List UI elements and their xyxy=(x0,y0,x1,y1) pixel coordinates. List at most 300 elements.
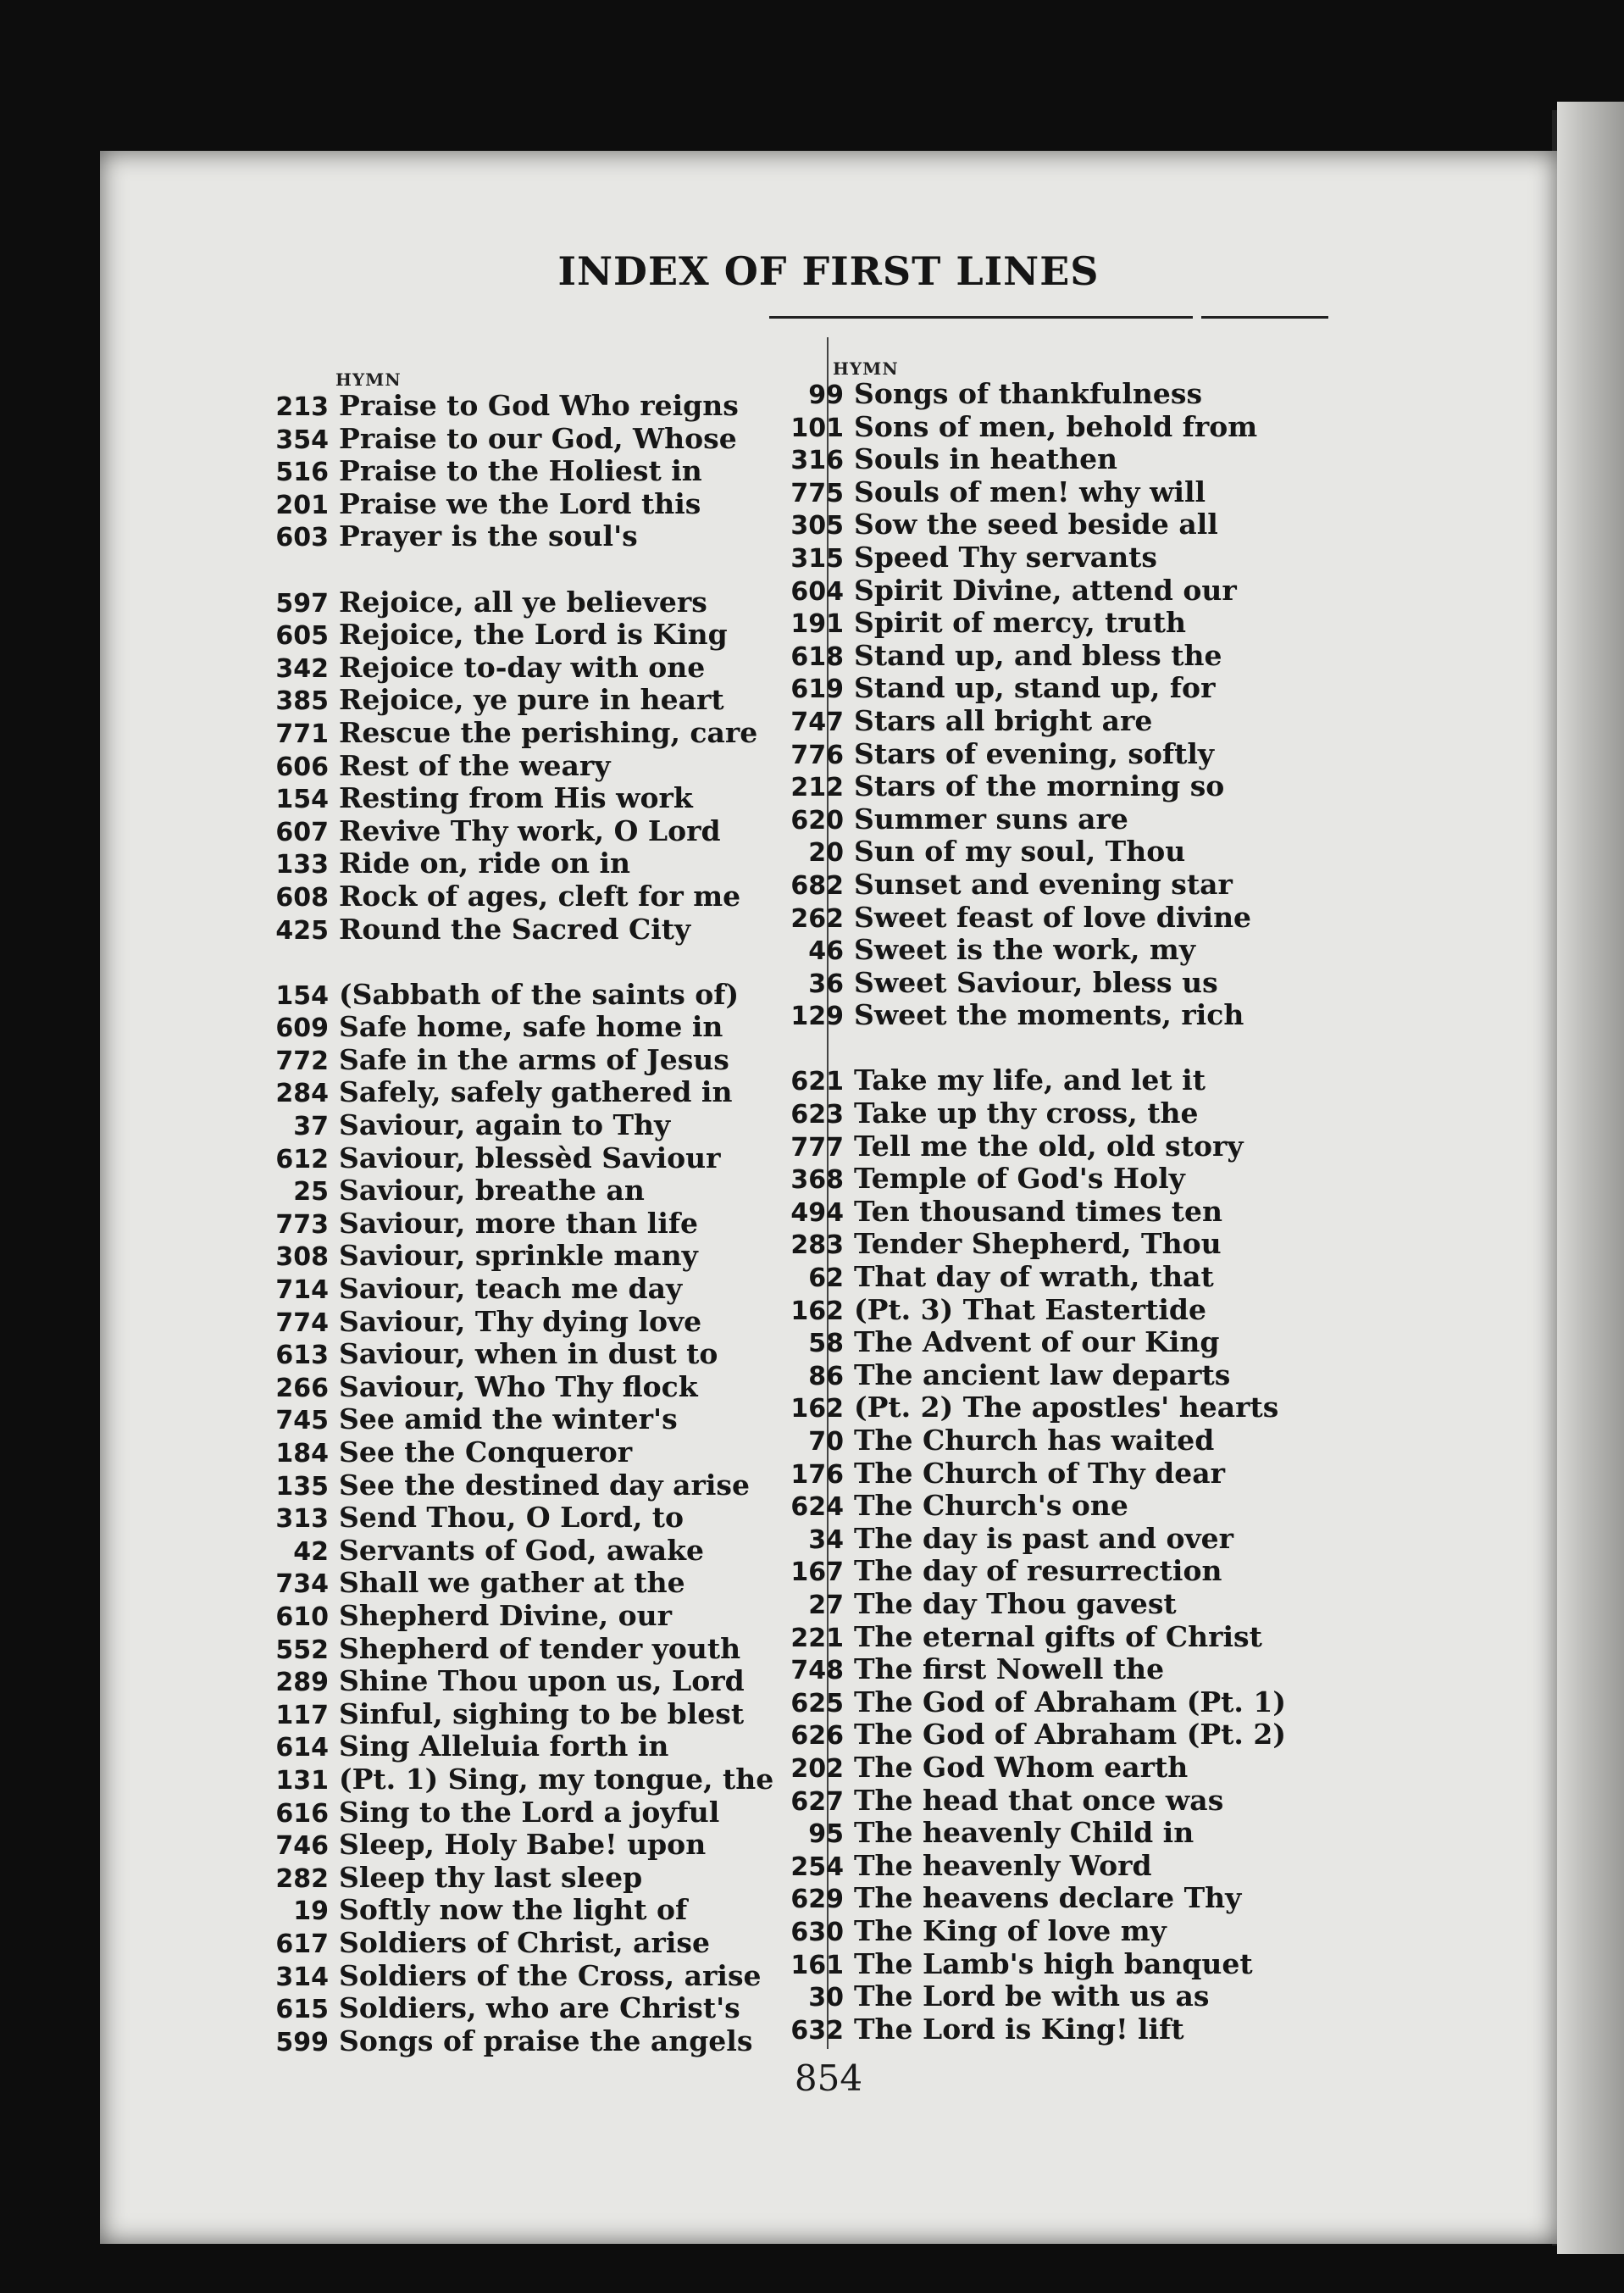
hymn-number: 86 xyxy=(808,1361,844,1391)
hymn-number: 135 xyxy=(275,1471,329,1502)
index-entry xyxy=(761,738,1286,771)
index-entry xyxy=(761,902,1286,935)
hymn-number: 305 xyxy=(790,511,844,541)
hymn-number: 221 xyxy=(790,1623,844,1653)
hymn-number: 624 xyxy=(790,1492,844,1523)
first-line-text: Soldiers of Christ, arise xyxy=(339,1925,710,1959)
index-entry xyxy=(761,2013,1286,2046)
index-entry xyxy=(246,1633,773,1666)
first-line-text: Sow the seed beside all xyxy=(854,508,1218,541)
first-line-text: Tender Shepherd, Thou xyxy=(854,1227,1222,1261)
first-line-text: Saviour, blessèd Saviour xyxy=(339,1141,721,1174)
index-entry xyxy=(761,1785,1286,1818)
first-line-text: Saviour, when in dust to xyxy=(339,1337,718,1371)
hymn-number: 70 xyxy=(808,1427,844,1457)
first-line-text: Sweet is the work, my xyxy=(854,933,1196,967)
index-entry xyxy=(246,1960,773,1993)
left-column-header: HYMN xyxy=(335,369,402,390)
first-line-text: Rejoice, the Lord is King xyxy=(339,618,728,652)
hymn-number: 42 xyxy=(293,1536,329,1567)
index-entry xyxy=(246,1502,773,1535)
index-entry xyxy=(246,1240,773,1273)
index-entry xyxy=(761,1163,1286,1196)
hymn-number: 37 xyxy=(293,1112,329,1142)
hymn-number: 27 xyxy=(808,1590,844,1620)
hymn-number: 202 xyxy=(790,1753,844,1784)
hymn-number: 131 xyxy=(275,1765,329,1796)
hymn-number: 621 xyxy=(790,1067,844,1097)
first-line-text: Sweet Saviour, bless us xyxy=(854,965,1218,999)
first-line-text: The Lord is King! lift xyxy=(854,2012,1184,2046)
hymn-number: 612 xyxy=(275,1144,329,1174)
index-entry xyxy=(246,1109,773,1142)
hymn-number: 617 xyxy=(275,1929,329,1959)
index-entry xyxy=(761,934,1286,967)
hymn-number: 385 xyxy=(275,686,329,717)
index-entry xyxy=(246,913,773,947)
hymn-number: 616 xyxy=(275,1798,329,1829)
first-line-text: Round the Sacred City xyxy=(339,912,691,946)
first-line-text: See the destined day arise xyxy=(339,1468,751,1502)
first-line-text: Rock of ages, cleft for me xyxy=(339,879,741,913)
hymn-number: 36 xyxy=(808,969,844,999)
first-line-text: The Church of Thy dear xyxy=(854,1456,1225,1490)
index-entry xyxy=(761,1752,1286,1785)
first-line-text: Speed Thy servants xyxy=(854,540,1158,574)
first-line-text: Praise to our God, Whose xyxy=(339,421,737,455)
index-entry xyxy=(761,1915,1286,1948)
hymn-number: 154 xyxy=(275,785,329,815)
hymn-number: 615 xyxy=(275,1995,329,2025)
index-entry xyxy=(761,1326,1286,1359)
hymn-number: 747 xyxy=(790,707,844,737)
index-entry xyxy=(246,1208,773,1241)
index-entry xyxy=(246,1862,773,1895)
first-line-text: Saviour, breathe an xyxy=(339,1174,645,1208)
hymn-number: 603 xyxy=(275,523,329,553)
first-line-text: Ride on, ride on in xyxy=(339,847,631,880)
hymn-number: 368 xyxy=(790,1165,844,1196)
hymn-number: 289 xyxy=(275,1668,329,1698)
first-line-text: Sleep, Holy Babe! upon xyxy=(339,1828,707,1862)
index-entry xyxy=(246,1044,773,1077)
hymn-number: 630 xyxy=(790,1917,844,1947)
hymn-number: 342 xyxy=(275,653,329,684)
hymn-number: 213 xyxy=(275,392,329,422)
hymn-number: 30 xyxy=(808,1983,844,2013)
index-entry xyxy=(761,1196,1286,1229)
first-line-text: Sun of my soul, Thou xyxy=(854,835,1186,869)
first-line-text: Sinful, sighing to be blest xyxy=(339,1696,745,1730)
index-entry xyxy=(246,880,773,913)
first-line-text: Souls in heathen xyxy=(854,442,1118,476)
index-entry xyxy=(761,803,1286,836)
first-line-text: Tell me the old, old story xyxy=(854,1129,1244,1163)
hymn-number: 19 xyxy=(293,1896,329,1927)
first-line-text: Stars of evening, softly xyxy=(854,736,1215,770)
hymn-number: 20 xyxy=(808,838,844,869)
index-entry xyxy=(246,652,773,685)
index-entry xyxy=(246,750,773,783)
first-line-text: The Advent of our King xyxy=(854,1325,1220,1359)
hymn-number: 746 xyxy=(275,1831,329,1862)
hymn-number: 626 xyxy=(790,1721,844,1752)
hymn-number: 745 xyxy=(275,1406,329,1436)
hymn-number: 316 xyxy=(790,446,844,476)
hymn-number: 772 xyxy=(275,1046,329,1076)
hymn-number: 775 xyxy=(790,478,844,508)
first-line-text: The Lamb's high banquet xyxy=(854,1946,1253,1980)
index-entry xyxy=(761,1621,1286,1654)
index-entry xyxy=(761,1555,1286,1588)
hymn-number: 162 xyxy=(790,1296,844,1326)
index-entry xyxy=(761,999,1286,1032)
index-entry xyxy=(761,1228,1286,1261)
index-entry xyxy=(246,1535,773,1568)
index-entry xyxy=(761,1588,1286,1621)
first-line-text: Sleep thy last sleep xyxy=(339,1860,643,1894)
hymn-number: 101 xyxy=(790,413,844,443)
first-line-text: The God of Abraham (Pt. 1) xyxy=(854,1685,1286,1718)
first-line-text: Songs of praise the angels xyxy=(339,2024,753,2057)
first-line-text: Sing Alleluia forth in xyxy=(339,1729,669,1763)
first-line-text: Revive Thy work, O Lord xyxy=(339,813,721,847)
index-entry xyxy=(761,1261,1286,1294)
first-line-text: Shall we gather at the xyxy=(339,1566,685,1600)
hymn-number: 254 xyxy=(790,1852,844,1882)
first-line-text: Temple of God's Holy xyxy=(854,1162,1185,1196)
hymn-number: 714 xyxy=(275,1275,329,1306)
first-line-text: Soldiers of the Cross, arise xyxy=(339,1958,762,1992)
first-line-text: Rescue the perishing, care xyxy=(339,715,758,749)
hymn-number: 184 xyxy=(275,1439,329,1469)
first-line-text: See amid the winter's xyxy=(339,1402,678,1436)
first-line-text: Praise to the Holiest in xyxy=(339,454,702,488)
first-line-text: Sons of men, behold from xyxy=(854,409,1258,443)
index-entry xyxy=(761,476,1286,509)
hymn-number: 354 xyxy=(275,425,329,455)
hymn-number: 620 xyxy=(790,805,844,836)
hymn-number: 34 xyxy=(808,1524,844,1555)
hymn-number: 262 xyxy=(790,903,844,934)
index-entry xyxy=(761,411,1286,444)
hymn-number: 734 xyxy=(275,1569,329,1600)
first-line-text: The heavenly Word xyxy=(854,1848,1152,1882)
index-entry xyxy=(761,1817,1286,1850)
index-entry xyxy=(246,1730,773,1763)
hymn-number: 162 xyxy=(790,1394,844,1424)
first-line-text: Spirit of mercy, truth xyxy=(854,606,1187,640)
index-entry xyxy=(246,1306,773,1339)
index-entry xyxy=(246,1665,773,1698)
hymn-number: 632 xyxy=(790,2015,844,2046)
title-rule-right xyxy=(1201,316,1328,319)
index-entry xyxy=(246,1338,773,1371)
index-entry xyxy=(761,1032,1286,1065)
first-line-text: Rejoice to-day with one xyxy=(339,650,706,684)
hymn-number: 516 xyxy=(275,458,329,488)
hymn-number: 314 xyxy=(275,1962,329,1992)
first-line-text: Soldiers, who are Christ's xyxy=(339,1991,740,2025)
hymn-number: 606 xyxy=(275,752,329,782)
hymn-number: 95 xyxy=(808,1819,844,1850)
hymn-number: 771 xyxy=(275,719,329,749)
first-line-text: The King of love my xyxy=(854,1913,1167,1947)
hymn-number: 599 xyxy=(275,2027,329,2057)
hymn-number: 748 xyxy=(790,1656,844,1686)
hymn-number: 776 xyxy=(790,740,844,770)
index-entry xyxy=(761,836,1286,869)
index-entry xyxy=(761,705,1286,738)
hymn-number: 623 xyxy=(790,1100,844,1130)
first-line-text: The ancient law departs xyxy=(854,1357,1231,1391)
first-line-text: The God Whom earth xyxy=(854,1750,1189,1784)
first-line-text: The day Thou gavest xyxy=(854,1586,1177,1620)
first-line-text: Saviour, teach me day xyxy=(339,1272,683,1306)
first-line-text: Stars all bright are xyxy=(854,703,1153,737)
index-entry xyxy=(761,508,1286,541)
index-entry xyxy=(761,1424,1286,1457)
hymn-number: 682 xyxy=(790,870,844,901)
hymn-number: 774 xyxy=(275,1308,329,1338)
first-line-text: Send Thou, O Lord, to xyxy=(339,1501,685,1535)
first-line-text: Safely, safely gathered in xyxy=(339,1075,733,1109)
index-entry xyxy=(246,1403,773,1436)
index-entry xyxy=(246,586,773,619)
index-entry xyxy=(761,1097,1286,1130)
index-entry xyxy=(246,1174,773,1208)
index-entry xyxy=(246,717,773,750)
first-line-text: Rejoice, ye pure in heart xyxy=(339,683,724,717)
hymn-number: 552 xyxy=(275,1635,329,1665)
index-entry xyxy=(246,1142,773,1175)
first-line-text: (Pt. 3) That Eastertide xyxy=(854,1292,1206,1326)
index-entry xyxy=(761,967,1286,1000)
hymn-number: 629 xyxy=(790,1885,844,1915)
hymn-number: 604 xyxy=(790,576,844,607)
index-entry xyxy=(761,1523,1286,1556)
first-line-text: Saviour, sprinkle many xyxy=(339,1239,698,1273)
hymn-number: 167 xyxy=(790,1557,844,1588)
first-line-text: Take my life, and let it xyxy=(854,1063,1206,1097)
index-entry xyxy=(761,1490,1286,1523)
hymn-number: 614 xyxy=(275,1733,329,1763)
hymn-number: 613 xyxy=(275,1341,329,1371)
book-page xyxy=(100,151,1557,2244)
first-line-text: The heavenly Child in xyxy=(854,1816,1194,1850)
index-entry xyxy=(761,1064,1286,1097)
hymn-number: 627 xyxy=(790,1786,844,1817)
hymn-number: 201 xyxy=(275,490,329,520)
index-entry xyxy=(761,1948,1286,1981)
first-line-text: Resting from His work xyxy=(339,781,693,815)
first-line-text: Spirit Divine, attend our xyxy=(854,573,1237,607)
first-line-text: Sing to the Lord a joyful xyxy=(339,1795,720,1829)
hymn-number: 191 xyxy=(790,609,844,640)
index-entry xyxy=(761,869,1286,902)
first-line-text: Shine Thou upon us, Lord xyxy=(339,1664,745,1698)
hymn-number: 315 xyxy=(790,543,844,574)
index-entry xyxy=(246,1600,773,1633)
index-entry xyxy=(246,1829,773,1862)
first-line-text: Souls of men! why will xyxy=(854,475,1206,508)
first-line-text: The eternal gifts of Christ xyxy=(854,1619,1262,1653)
first-line-text: Rejoice, all ye believers xyxy=(339,585,707,619)
first-line-text: Shepherd Divine, our xyxy=(339,1598,673,1632)
hymn-number: 308 xyxy=(275,1242,329,1273)
first-line-text: The Church's one xyxy=(854,1489,1128,1523)
hymn-number: 608 xyxy=(275,882,329,913)
hymn-number: 313 xyxy=(275,1504,329,1535)
first-line-text: Sweet the moments, rich xyxy=(854,998,1244,1032)
hymn-number: 25 xyxy=(293,1177,329,1208)
index-entry xyxy=(246,1011,773,1044)
index-entry xyxy=(246,2025,773,2058)
index-entry xyxy=(761,1391,1286,1424)
first-line-text: Sweet feast of love divine xyxy=(854,900,1252,934)
first-line-text: (Pt. 2) The apostles' hearts xyxy=(854,1391,1279,1424)
hymn-number: 597 xyxy=(275,588,329,619)
index-entry xyxy=(246,1371,773,1404)
hymn-number: 773 xyxy=(275,1209,329,1240)
first-line-text: Summer suns are xyxy=(854,802,1128,836)
first-line-text: The day of resurrection xyxy=(854,1554,1222,1588)
hymn-number: 619 xyxy=(790,675,844,705)
hymn-number: 777 xyxy=(790,1132,844,1163)
hymn-number: 284 xyxy=(275,1079,329,1109)
index-entry xyxy=(246,1076,773,1109)
index-entry xyxy=(761,1457,1286,1491)
right-index-column xyxy=(761,378,1286,2046)
index-entry xyxy=(761,1130,1286,1163)
index-entry xyxy=(246,1992,773,2025)
first-line-text: Saviour, again to Thy xyxy=(339,1108,671,1142)
first-line-text: Servants of God, awake xyxy=(339,1533,705,1567)
index-entry xyxy=(246,815,773,848)
index-entry xyxy=(246,520,773,553)
index-entry xyxy=(761,443,1286,476)
index-entry xyxy=(246,1698,773,1731)
index-entry xyxy=(246,1567,773,1600)
hymn-number: 129 xyxy=(790,1002,844,1032)
hymn-number: 212 xyxy=(790,773,844,803)
index-entry xyxy=(761,1686,1286,1719)
first-line-text: Praise to God Who reigns xyxy=(339,389,739,422)
first-line-text: Ten thousand times ten xyxy=(854,1194,1222,1228)
hymn-number: 58 xyxy=(808,1329,844,1359)
index-entry xyxy=(246,390,773,423)
page-number: 854 xyxy=(794,2057,863,2099)
first-line-text: The day is past and over xyxy=(854,1521,1234,1555)
index-entry xyxy=(246,455,773,488)
first-line-text: Stand up, and bless the xyxy=(854,638,1222,672)
first-line-text: The Church has waited xyxy=(854,1424,1215,1457)
index-entry xyxy=(246,1469,773,1502)
first-line-text: Praise we the Lord this xyxy=(339,486,701,520)
first-line-text: Saviour, more than life xyxy=(339,1206,699,1240)
index-entry xyxy=(761,607,1286,640)
index-entry xyxy=(761,1359,1286,1392)
first-line-text: Take up thy cross, the xyxy=(854,1097,1199,1130)
hymn-number: 176 xyxy=(790,1459,844,1490)
index-entry xyxy=(246,946,773,979)
hymn-number: 46 xyxy=(808,936,844,967)
hymn-number: 618 xyxy=(790,641,844,672)
first-line-text: See the Conqueror xyxy=(339,1435,633,1469)
index-entry xyxy=(246,619,773,652)
index-entry xyxy=(761,640,1286,673)
index-entry xyxy=(246,1273,773,1306)
first-line-text: The first Nowell the xyxy=(854,1652,1165,1686)
first-line-text: Prayer is the soul's xyxy=(339,519,638,553)
index-entry xyxy=(246,1927,773,1960)
first-line-text: Saviour, Who Thy flock xyxy=(339,1369,698,1403)
index-entry xyxy=(761,1850,1286,1883)
index-entry xyxy=(246,1894,773,1927)
first-line-text: (Pt. 1) Sing, my tongue, the xyxy=(339,1762,774,1796)
hymn-number: 625 xyxy=(790,1688,844,1718)
hymn-number: 425 xyxy=(275,915,329,946)
first-line-text: The God of Abraham (Pt. 2) xyxy=(854,1718,1286,1752)
first-line-text: Softly now the light of xyxy=(339,1893,688,1927)
first-line-text: Shepherd of tender youth xyxy=(339,1631,741,1665)
index-entry xyxy=(761,1882,1286,1915)
first-line-text: The head that once was xyxy=(854,1783,1224,1817)
first-line-text: The heavens declare Thy xyxy=(854,1881,1242,1915)
first-line-text: Rest of the weary xyxy=(339,748,611,782)
hymn-number: 62 xyxy=(808,1263,844,1294)
index-entry xyxy=(246,782,773,815)
index-entry xyxy=(246,979,773,1012)
index-entry xyxy=(246,684,773,717)
index-entry xyxy=(761,672,1286,705)
first-line-text: Songs of thankfulness xyxy=(854,377,1203,410)
first-line-text: Safe home, safe home in xyxy=(339,1010,723,1044)
first-line-text: Stars of the morning so xyxy=(854,769,1225,803)
index-entry xyxy=(246,423,773,456)
index-entry xyxy=(761,1980,1286,2013)
hymn-number: 282 xyxy=(275,1863,329,1894)
index-entry xyxy=(761,575,1286,608)
index-entry xyxy=(761,1294,1286,1327)
hymn-number: 283 xyxy=(790,1230,844,1261)
title-rule-left xyxy=(769,316,1193,319)
index-entry xyxy=(761,541,1286,575)
book-edge xyxy=(1557,102,1624,2254)
index-entry xyxy=(246,1763,773,1796)
index-entry xyxy=(761,378,1286,411)
left-index-column xyxy=(246,390,773,2057)
first-line-text: That day of wrath, that xyxy=(854,1260,1214,1294)
first-line-text: (Sabbath of the saints of) xyxy=(339,977,740,1011)
first-line-text: Stand up, stand up, for xyxy=(854,671,1216,705)
index-entry xyxy=(761,770,1286,803)
hymn-number: 494 xyxy=(790,1197,844,1228)
hymn-number: 161 xyxy=(790,1950,844,1980)
hymn-number: 607 xyxy=(275,817,329,847)
index-entry xyxy=(246,1436,773,1469)
index-entry xyxy=(761,1718,1286,1752)
index-entry xyxy=(761,1653,1286,1686)
index-entry xyxy=(246,847,773,880)
hymn-number: 605 xyxy=(275,621,329,652)
first-line-text: The Lord be with us as xyxy=(854,1979,1210,2013)
first-line-text: Saviour, Thy dying love xyxy=(339,1304,702,1338)
hymn-number: 133 xyxy=(275,850,329,880)
index-entry xyxy=(246,553,773,586)
first-line-text: Safe in the arms of Jesus xyxy=(339,1042,729,1076)
right-column-header: HYMN xyxy=(833,358,899,379)
